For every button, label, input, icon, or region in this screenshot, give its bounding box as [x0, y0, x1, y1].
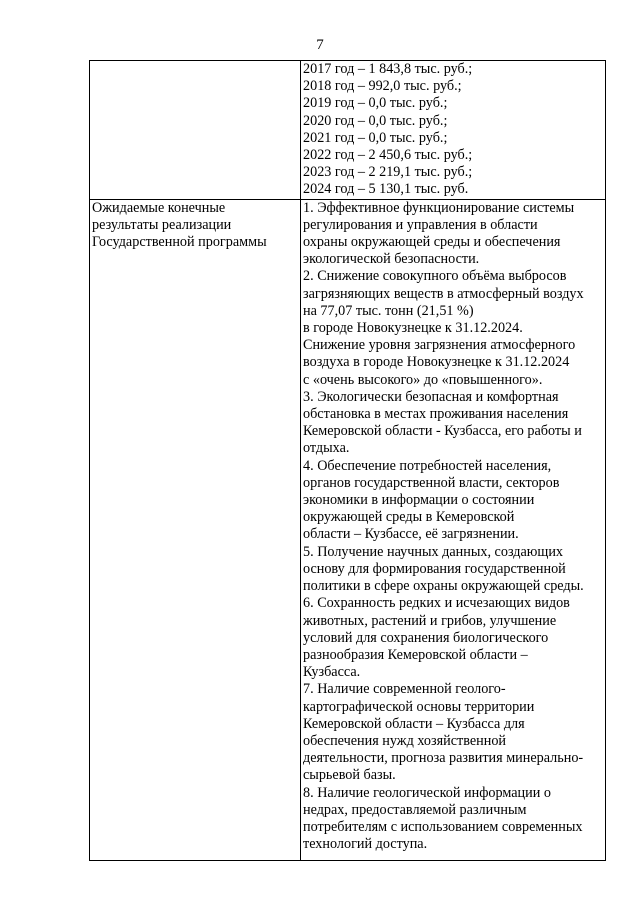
results-line: Кемеровской области - Кузбасса, его работы и	[303, 423, 582, 440]
results-line: отдыха.	[303, 440, 350, 457]
results-line: охраны окружающей среды и обеспечения	[303, 234, 561, 251]
funding-year-line: 2020 год – 0,0 тыс. руб.;	[303, 112, 448, 129]
results-label-line: результаты реализации	[92, 216, 232, 233]
results-line: загрязняющих веществ в атмосферный воздух	[303, 285, 584, 302]
results-line: животных, растений и грибов, улучшение	[303, 612, 557, 629]
results-line: условий для сохранения биологического	[303, 629, 549, 646]
results-line: политики в сфере охраны окружающей среды.	[303, 578, 584, 595]
results-line: Кемеровской области – Кузбасса для	[303, 715, 525, 732]
results-line: 5. Получение научных данных, создающих	[303, 543, 564, 560]
results-line: органов государственной власти, секторов	[303, 474, 560, 491]
results-line: экономики в информации о состоянии	[303, 492, 535, 509]
results-line: Кузбасса.	[303, 664, 361, 681]
results-line: регулирования и управления в области	[303, 216, 538, 233]
results-line: потребителям с использованием современных	[303, 818, 583, 835]
funding-year-line: 2024 год – 5 130,1 тыс. руб.	[303, 181, 469, 198]
results-line: воздуха в городе Новокузнецке к 31.12.2024	[303, 354, 570, 371]
funding-year-line: 2017 год – 1 843,8 тыс. руб.;	[303, 61, 473, 77]
results-label-cell	[90, 199, 301, 860]
table-row-funding	[90, 61, 606, 200]
results-line: основу для формирования государственной	[303, 560, 566, 577]
results-line: Снижение уровня загрязнения атмосферного	[303, 337, 576, 354]
page-number: 7	[316, 37, 324, 53]
results-line: с «очень высокого» до «повышенного».	[303, 371, 543, 388]
results-line: недрах, предоставляемой различным	[303, 801, 527, 818]
funding-year-line: 2021 год – 0,0 тыс. руб.;	[303, 129, 448, 146]
results-line: 1. Эффективное функционирование системы	[303, 199, 575, 216]
results-line: 8. Наличие геологической информации о	[303, 784, 551, 801]
results-line: обстановка в местах проживания населения	[303, 406, 569, 423]
results-line: деятельности, прогноза развития минерально-	[303, 750, 584, 767]
results-line: картографической основы территории	[303, 698, 535, 715]
results-line: области – Кузбассе, её загрязнении.	[303, 526, 519, 543]
program-passport-table	[89, 60, 606, 861]
results-line: 2. Снижение совокупного объёма выбросов	[303, 268, 567, 285]
funding-years-cell	[301, 61, 606, 200]
results-label-line: Ожидаемые конечные	[92, 199, 226, 216]
funding-year-line: 2022 год – 2 450,6 тыс. руб.;	[303, 147, 473, 164]
results-text-cell	[301, 199, 606, 860]
funding-year-line: 2019 год – 0,0 тыс. руб.;	[303, 95, 448, 112]
results-line: на 77,07 тыс. тонн (21,51 %)	[303, 302, 474, 319]
funding-year-line: 2018 год – 992,0 тыс. руб.;	[303, 78, 462, 95]
results-line: технологий доступа.	[303, 836, 428, 853]
table-row-expected-results	[90, 199, 606, 860]
results-line: сырьевой базы.	[303, 767, 396, 784]
funding-label-cell	[90, 61, 301, 200]
funding-year-line: 2023 год – 2 219,1 тыс. руб.;	[303, 164, 473, 181]
results-line: обеспечения нужд хозяйственной	[303, 732, 507, 749]
results-label-line: Государственной программы	[92, 234, 267, 251]
results-line: экологической безопасности.	[303, 251, 480, 268]
results-line: 3. Экологически безопасная и комфортная	[303, 388, 559, 405]
results-line: разнообразия Кемеровской области –	[303, 646, 528, 663]
results-line: 7. Наличие современной геолого-	[303, 681, 506, 698]
results-line: 6. Сохранность редких и исчезающих видов	[303, 595, 570, 612]
results-line: в городе Новокузнецке к 31.12.2024.	[303, 320, 523, 337]
results-line: окружающей среды в Кемеровской	[303, 509, 515, 526]
results-line: 4. Обеспечение потребностей населения,	[303, 457, 552, 474]
